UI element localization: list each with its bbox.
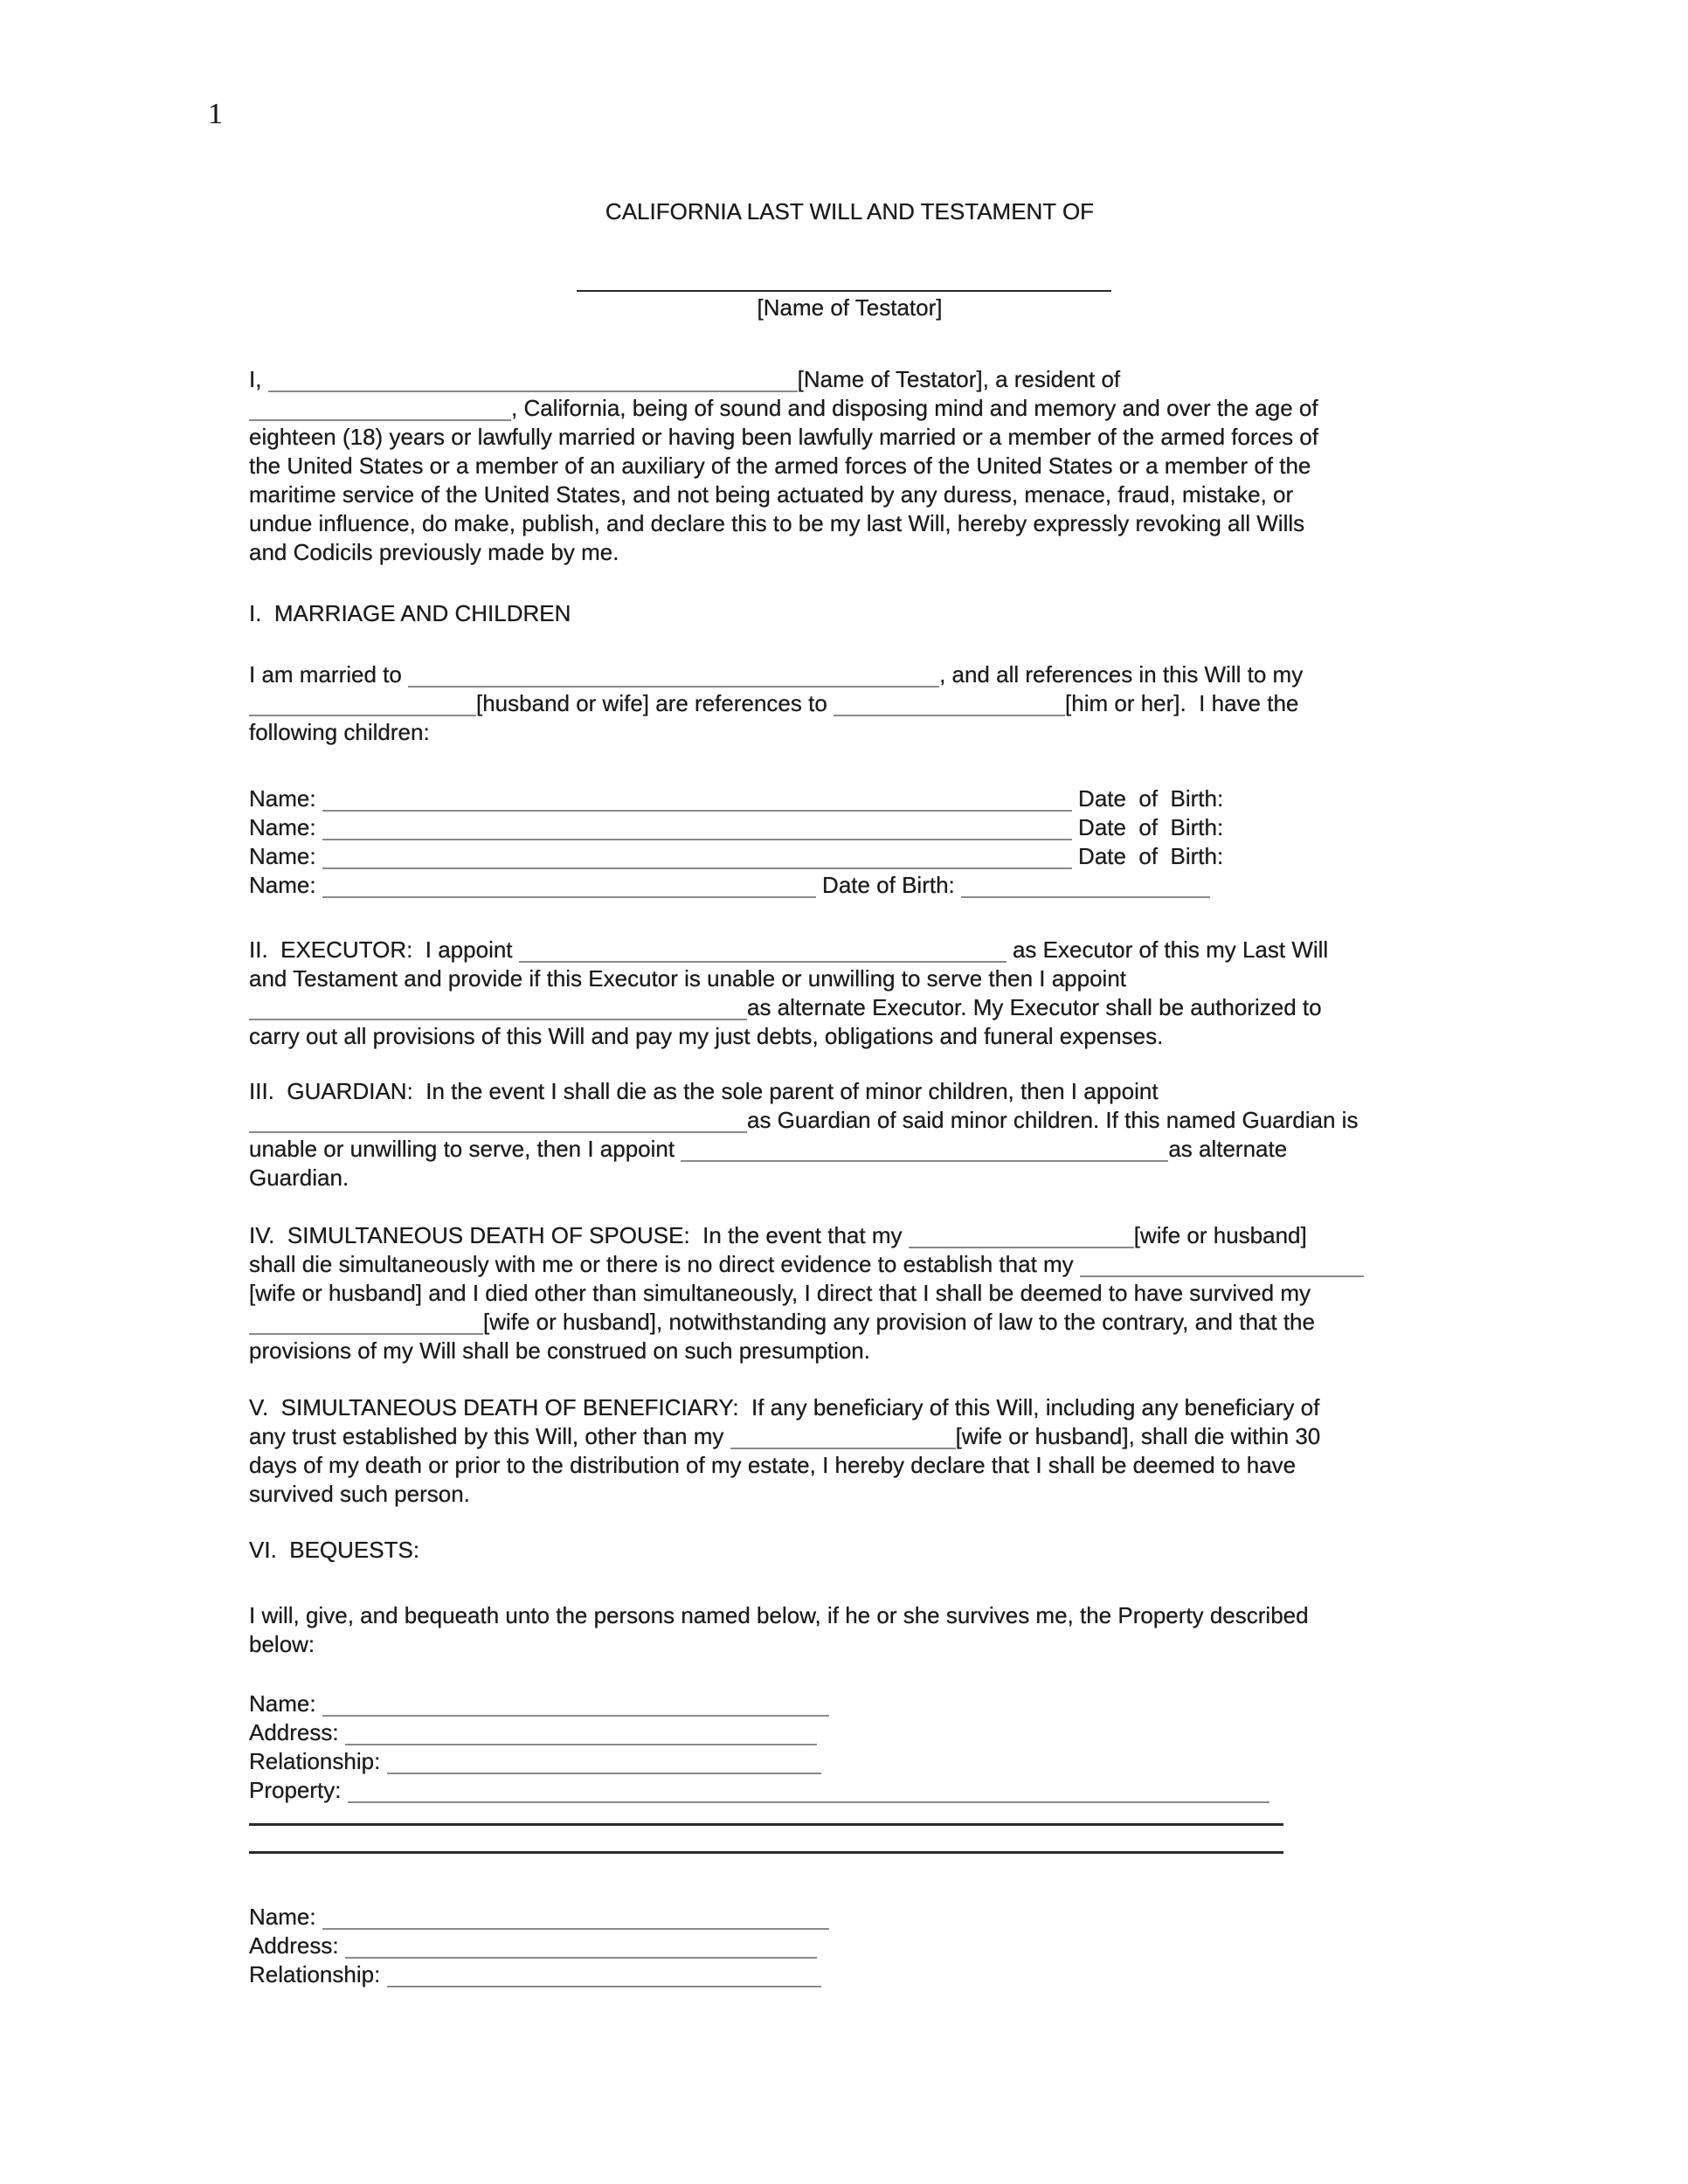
text-line: [249, 784, 1450, 813]
text-line: [249, 1250, 1450, 1279]
text-line: [249, 1422, 1450, 1451]
simultaneous-death-of-beneficiary-paragraph: [249, 1393, 1450, 1509]
text-line: [249, 365, 1450, 394]
text-run: V. SIMULTANEOUS DEATH OF BENEFICIARY: If any beneficiary of this Will, including any beneficiary of: [249, 1394, 1320, 1420]
text-run: the United States or a member of an auxiliary of the armed forces of the United States or a member of the: [249, 453, 1311, 479]
section-heading-marriage-and-children: I. MARRIAGE AND CHILDREN: [249, 600, 571, 626]
text-run: and Codicils previously made by me.: [249, 539, 619, 565]
text-run: III. GUARDIAN: In the event I shall die as the sole parent of minor children, then I appoint: [249, 1078, 1159, 1104]
text-run: Date of Birth:: [1071, 785, 1224, 812]
text-line: [249, 1480, 1450, 1509]
text-line: [249, 1747, 1450, 1776]
text-line: [249, 1221, 1450, 1250]
text-run: Address:: [249, 1719, 345, 1745]
text-line: [249, 1164, 1450, 1192]
text-run: as alternate: [1168, 1136, 1288, 1162]
blank-fill-in-line: [249, 1310, 483, 1335]
text-line: [249, 509, 1450, 538]
text-run: maritime service of the United States, and not being actuated by any duress, menace, fraud, mistake, or: [249, 481, 1294, 508]
text-run: survived such person.: [249, 1481, 470, 1507]
text-run: I,: [249, 366, 268, 392]
text-line: [249, 394, 1450, 423]
blank-fill-in-line: [322, 1692, 829, 1717]
text-run: Relationship:: [249, 1961, 387, 1987]
blank-fill-in-line: [387, 1750, 821, 1774]
blank-fill-in-line: [834, 692, 1065, 716]
text-run: I will, give, and bequeath unto the persons named below, if he or she survives me, the Property described: [249, 1602, 1309, 1628]
text-line: [249, 936, 1450, 964]
text-line: [249, 689, 1450, 718]
text-line: [249, 1601, 1450, 1630]
text-line: [249, 1106, 1450, 1135]
blank-fill-in-line: [268, 368, 798, 392]
guardian-paragraph: [249, 1077, 1450, 1192]
text-line: [249, 1337, 1450, 1365]
text-line: [249, 964, 1450, 993]
text-run: Property:: [249, 1777, 348, 1803]
text-run: any trust established by this Will, other than my: [249, 1423, 730, 1449]
blank-fill-in-line: [408, 663, 939, 688]
text-line: [249, 480, 1450, 509]
property-continuation-line: [249, 1823, 1283, 1826]
bequest-entry-2: [249, 1903, 1450, 1989]
text-run: Date of Birth:: [815, 872, 961, 898]
blank-fill-in-line: [961, 874, 1210, 898]
text-run: I am married to: [249, 661, 409, 688]
text-run: undue influence, do make, publish, and declare this to be my last Will, hereby expressly revoking all Wills: [249, 510, 1305, 536]
blank-fill-in-line: [345, 1934, 817, 1959]
text-line: [249, 1960, 1450, 1989]
text-line: [249, 423, 1450, 452]
text-run: Relationship:: [249, 1748, 387, 1774]
text-run: carry out all provisions of this Will and pay my just debts, obligations and funeral expenses.: [249, 1023, 1164, 1049]
text-line: [249, 1393, 1450, 1422]
text-run: below:: [249, 1631, 315, 1657]
text-run: following children:: [249, 719, 430, 745]
blank-fill-in-line: [519, 938, 1007, 963]
blank-fill-in-line: [387, 1963, 821, 1987]
text-line: [249, 1932, 1450, 1960]
bequests-intro-paragraph: [249, 1601, 1450, 1659]
text-run: IV. SIMULTANEOUS DEATH OF SPOUSE: In the event that my: [249, 1222, 909, 1248]
bequest-entry-1: [249, 1690, 1450, 1805]
blank-fill-in-line: [322, 787, 1072, 812]
blank-fill-in-line: [322, 816, 1072, 840]
text-run: as Guardian of said minor children. If this named Guardian is: [747, 1107, 1359, 1133]
text-run: [wife or husband] and I died other than simultaneously, I direct that I shall be deemed to have survived my: [249, 1280, 1311, 1306]
testator-name-label: [Name of Testator]: [757, 294, 943, 321]
blank-fill-in-line: [249, 1109, 747, 1133]
document-title: CALIFORNIA LAST WILL AND TESTAMENT OF: [605, 198, 1095, 225]
text-run: days of my death or prior to the distribution of my estate, I hereby declare that I shall be deemed to have: [249, 1452, 1297, 1478]
text-line: [249, 718, 1450, 747]
text-run: [Name of Testator], a resident of: [797, 366, 1121, 392]
text-run: II. EXECUTOR: I appoint: [249, 936, 519, 963]
text-run: , California, being of sound and disposing mind and memory and over the age of: [511, 395, 1318, 421]
text-run: Name:: [249, 1690, 322, 1717]
text-line: [249, 1308, 1450, 1337]
text-run: eighteen (18) years or lawfully married or having been lawfully married or a member of the armed forces of: [249, 424, 1318, 450]
children-list: [249, 784, 1450, 900]
text-run: Address:: [249, 1932, 345, 1959]
text-run: shall die simultaneously with me or there is no direct evidence to establish that my: [249, 1251, 1080, 1277]
blank-fill-in-line: [249, 692, 476, 716]
testator-name-blank-line: [577, 264, 1111, 292]
opening-paragraph: [249, 365, 1450, 567]
blank-fill-in-line: [322, 845, 1072, 869]
text-run: , and all references in this Will to my: [939, 661, 1304, 688]
blank-fill-in-line: [345, 1721, 817, 1745]
page-number: 1: [208, 98, 223, 130]
text-line: [249, 660, 1450, 689]
blank-fill-in-line: [322, 874, 816, 898]
text-run: Name:: [249, 872, 322, 898]
text-run: as alternate Executor. My Executor shall be authorized to: [747, 994, 1322, 1020]
text-line: [249, 1718, 1450, 1747]
text-run: [wife or husband], notwithstanding any provision of law to the contrary, and that the: [483, 1309, 1315, 1335]
text-line: [249, 1776, 1450, 1805]
executor-paragraph: [249, 936, 1450, 1051]
text-line: [249, 842, 1450, 871]
blank-fill-in-line: [909, 1224, 1134, 1248]
blank-fill-in-line: [249, 996, 747, 1020]
property-continuation-line: [249, 1851, 1283, 1854]
blank-fill-in-line: [348, 1779, 1269, 1803]
text-run: Name:: [249, 785, 322, 812]
text-line: [249, 538, 1450, 567]
text-line: [249, 1279, 1450, 1308]
text-run: unable or unwilling to serve, then I appoint: [249, 1136, 681, 1162]
simultaneous-death-of-spouse-paragraph: [249, 1221, 1450, 1365]
text-run: provisions of my Will shall be construed on such presumption.: [249, 1337, 870, 1364]
text-line: [249, 1690, 1450, 1718]
text-run: Date of Birth:: [1071, 843, 1224, 869]
text-line: [249, 813, 1450, 842]
text-line: [249, 452, 1450, 480]
text-line: [249, 1903, 1450, 1932]
text-run: and Testament and provide if this Executor is unable or unwilling to serve then I appoint: [249, 965, 1127, 992]
text-run: as Executor of this my Last Will: [1006, 936, 1329, 963]
text-run: Date of Birth:: [1071, 814, 1224, 840]
text-run: [wife or husband], shall die within 30: [955, 1423, 1321, 1449]
text-run: Name:: [249, 1904, 322, 1930]
text-run: Name:: [249, 814, 322, 840]
section-heading-bequests: VI. BEQUESTS:: [249, 1537, 420, 1563]
text-line: [249, 993, 1450, 1022]
text-run: [wife or husband]: [1133, 1222, 1307, 1248]
text-line: [249, 1630, 1450, 1659]
text-line: [249, 1077, 1450, 1106]
text-run: [husband or wife] are references to: [476, 690, 834, 716]
blank-fill-in-line: [249, 397, 511, 421]
text-line: [249, 1451, 1450, 1480]
text-run: Guardian.: [249, 1165, 349, 1191]
text-line: [249, 1022, 1450, 1051]
text-run: [him or her]. I have the: [1065, 690, 1299, 716]
text-run: Name:: [249, 843, 322, 869]
blank-fill-in-line: [730, 1425, 956, 1449]
blank-fill-in-line: [322, 1905, 829, 1930]
text-line: [249, 1135, 1450, 1164]
blank-fill-in-line: [681, 1137, 1168, 1162]
blank-fill-in-line: [1080, 1253, 1364, 1277]
text-line: [249, 871, 1450, 900]
marriage-paragraph: [249, 660, 1450, 747]
